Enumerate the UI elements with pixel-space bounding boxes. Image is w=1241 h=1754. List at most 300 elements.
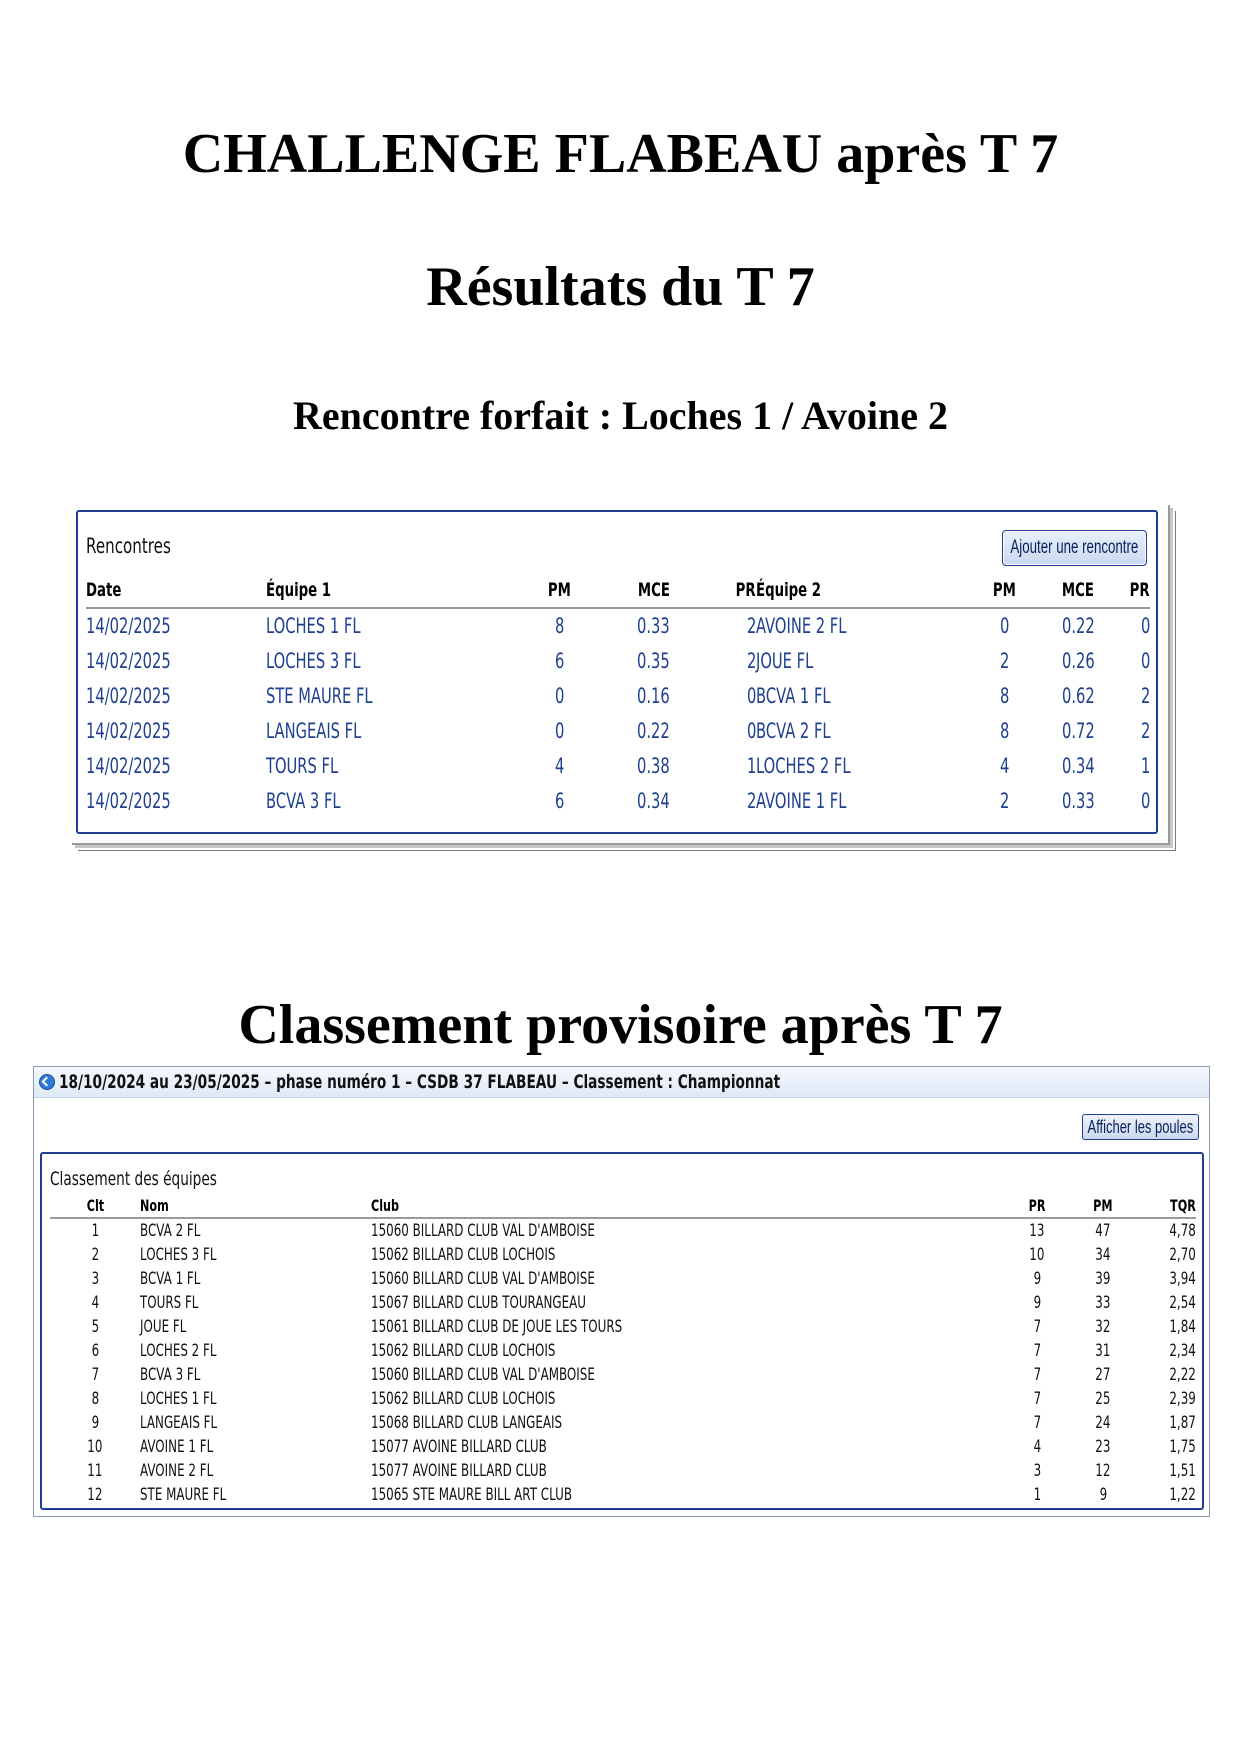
back-arrow-icon[interactable] (39, 1074, 55, 1090)
results-title: Résultats du T 7 (426, 256, 815, 318)
standing-cell-value: 3 (91, 1269, 99, 1289)
match-cell (756, 714, 965, 749)
match-cell (509, 784, 610, 819)
standing-cell (140, 1339, 371, 1363)
standing-cell-value: 2,70 (1169, 1245, 1196, 1265)
match-cell (756, 749, 965, 784)
standing-cell-value: 2 (91, 1245, 99, 1265)
match-cell (756, 679, 965, 714)
match-header-cell (965, 573, 1044, 608)
standing-cell (1063, 1291, 1143, 1315)
match-cell (697, 679, 756, 714)
match-cell (610, 714, 697, 749)
match-cell-value: 8 (554, 614, 565, 638)
standing-header-cell (1143, 1195, 1196, 1218)
match-cell (86, 714, 266, 749)
standing-cell (1011, 1387, 1063, 1411)
standing-cell-value: 9 (1033, 1269, 1041, 1289)
match-cell-value: 2 (1140, 684, 1150, 708)
standing-cell-value: AVOINE 1 FL (140, 1437, 214, 1457)
standing-cell (1011, 1243, 1063, 1267)
standing-row (50, 1363, 1196, 1387)
standing-cell (1011, 1315, 1063, 1339)
match-cell-value: BCVA 2 FL (756, 719, 831, 743)
standing-cell-value: 15077 AVOINE BILLARD CLUB (371, 1437, 547, 1457)
match-row (86, 784, 1150, 819)
standings-title: Classement provisoire après T 7 (238, 994, 1003, 1056)
match-cell-value: LANGEAIS FL (266, 719, 362, 743)
standing-cell (50, 1315, 140, 1339)
match-cell-value: 8 (999, 684, 1010, 708)
standing-cell (1143, 1267, 1196, 1291)
standing-cell (1011, 1483, 1063, 1507)
standing-row (50, 1315, 1196, 1339)
matches-table (86, 573, 1150, 819)
standing-cell-value: 1 (91, 1221, 99, 1241)
standing-cell-value: 5 (91, 1317, 99, 1337)
match-cell (509, 644, 610, 679)
standing-cell (371, 1267, 1011, 1291)
standing-cell-value: LANGEAIS FL (140, 1413, 218, 1433)
match-cell (86, 608, 266, 644)
match-cell-value: 1 (1140, 754, 1150, 778)
standing-cell (371, 1483, 1011, 1507)
match-cell-value: 0.72 (1061, 719, 1095, 743)
standing-cell-value: 15062 BILLARD CLUB LOCHOIS (371, 1389, 556, 1409)
standing-cell-value: 4 (91, 1293, 99, 1313)
standing-cell (371, 1218, 1011, 1243)
add-match-button-label: Ajouter une rencontre (1010, 537, 1139, 558)
match-cell (756, 644, 965, 679)
standing-cell-value: LOCHES 1 FL (140, 1389, 217, 1409)
match-cell (756, 784, 965, 819)
standing-cell (50, 1483, 140, 1507)
match-cell (266, 679, 509, 714)
standing-cell-value: JOUE FL (140, 1317, 187, 1337)
standing-cell-value: 12 (87, 1485, 103, 1505)
match-cell (965, 679, 1044, 714)
standing-cell (1063, 1243, 1143, 1267)
standing-cell-value: 15060 BILLARD CLUB VAL D'AMBOISE (371, 1365, 595, 1385)
standing-cell (140, 1267, 371, 1291)
standing-cell-value: 1,87 (1169, 1413, 1196, 1433)
match-cell-value: 0 (1140, 789, 1150, 813)
match-cell (1044, 784, 1112, 819)
standing-cell-value: 47 (1095, 1221, 1111, 1241)
match-cell-value: 14/02/2025 (86, 719, 171, 743)
match-cell (965, 608, 1044, 644)
standing-row (50, 1387, 1196, 1411)
standing-cell-value: LOCHES 2 FL (140, 1341, 217, 1361)
standing-cell-value: 7 (1033, 1413, 1041, 1433)
match-cell (610, 749, 697, 784)
standings-period-label: 18/10/2024 au 23/05/2025 – phase numéro 1 – CSDB 37 FLABEAU – Classement : Championnat (59, 1071, 781, 1093)
standing-cell (1063, 1387, 1143, 1411)
match-cell (697, 644, 756, 679)
standing-cell (50, 1435, 140, 1459)
match-cell (610, 784, 697, 819)
match-header-label: Équipe 2 (756, 578, 822, 601)
standing-cell (1011, 1435, 1063, 1459)
standing-row (50, 1243, 1196, 1267)
match-cell-value: 0.33 (1061, 789, 1095, 813)
match-cell-value: 0 (1140, 649, 1150, 673)
standings-panel (40, 1152, 1204, 1510)
standings-table (50, 1195, 1196, 1507)
standing-cell (1143, 1315, 1196, 1339)
match-header-label: PR (736, 578, 756, 601)
match-cell (1044, 608, 1112, 644)
standing-cell-value: STE MAURE FL (140, 1485, 227, 1505)
standing-header-cell (1063, 1195, 1143, 1218)
standing-cell-value: 15067 BILLARD CLUB TOURANGEAU (371, 1293, 586, 1313)
standing-cell (1143, 1291, 1196, 1315)
standing-cell-value: 11 (87, 1461, 103, 1481)
match-header-cell (697, 573, 756, 608)
standing-cell (1063, 1267, 1143, 1291)
standing-cell (1011, 1218, 1063, 1243)
standing-cell-value: 9 (1099, 1485, 1107, 1505)
match-cell (610, 679, 697, 714)
matches-header-row (86, 573, 1150, 608)
standing-header-label: Nom (140, 1196, 169, 1215)
match-cell (697, 784, 756, 819)
standing-row (50, 1411, 1196, 1435)
standing-cell-value: 34 (1095, 1245, 1111, 1265)
standing-cell (1063, 1459, 1143, 1483)
standing-cell (371, 1435, 1011, 1459)
standing-cell-value: 2,39 (1169, 1389, 1196, 1409)
match-cell (1112, 644, 1150, 679)
match-cell-value: 0.38 (637, 754, 670, 778)
match-cell-value: STE MAURE FL (266, 684, 373, 708)
standing-cell-value: 7 (1033, 1389, 1041, 1409)
match-header-cell (266, 573, 509, 608)
standing-cell-value: 15065 STE MAURE BILL ART CLUB (371, 1485, 572, 1505)
standing-cell-value: 23 (1095, 1437, 1111, 1457)
standing-cell-value: 15068 BILLARD CLUB LANGEAIS (371, 1413, 563, 1433)
match-cell-value: 0.34 (1061, 754, 1095, 778)
standing-row (50, 1267, 1196, 1291)
standing-cell-value: 7 (1033, 1341, 1041, 1361)
standing-cell (140, 1435, 371, 1459)
standing-cell-value: 1,22 (1169, 1485, 1196, 1505)
match-cell (86, 679, 266, 714)
standing-cell (1011, 1363, 1063, 1387)
standing-cell (1011, 1267, 1063, 1291)
standing-header-cell (1011, 1195, 1063, 1218)
match-cell (509, 714, 610, 749)
match-header-label: PR (1130, 578, 1150, 601)
match-cell-value: 0.62 (1061, 684, 1095, 708)
match-row (86, 679, 1150, 714)
standing-cell (1011, 1459, 1063, 1483)
match-cell (965, 749, 1044, 784)
match-cell-value: 2 (746, 614, 756, 638)
match-cell-value: 0.22 (1061, 614, 1095, 638)
match-header-cell (610, 573, 697, 608)
match-cell-value: 14/02/2025 (86, 649, 171, 673)
match-cell (1112, 714, 1150, 749)
match-row (86, 644, 1150, 679)
standing-cell (371, 1411, 1011, 1435)
standing-cell-value: 27 (1095, 1365, 1111, 1385)
match-cell (266, 644, 509, 679)
standing-cell (1063, 1483, 1143, 1507)
match-cell-value: 4 (554, 754, 565, 778)
match-cell-value: BCVA 3 FL (266, 789, 341, 813)
standing-cell (1011, 1411, 1063, 1435)
standing-cell (50, 1363, 140, 1387)
standing-cell (371, 1291, 1011, 1315)
standing-cell (371, 1459, 1011, 1483)
match-cell-value: LOCHES 1 FL (266, 614, 361, 638)
match-row (86, 749, 1150, 784)
standing-cell-value: LOCHES 3 FL (140, 1245, 217, 1265)
match-cell-value: 2 (999, 789, 1010, 813)
standing-cell (140, 1315, 371, 1339)
standing-cell (1143, 1363, 1196, 1387)
standing-cell (140, 1387, 371, 1411)
standing-header-cell (371, 1195, 1011, 1218)
standings-screenshot (33, 1066, 1210, 1517)
standing-cell-value: 2,34 (1169, 1341, 1196, 1361)
match-cell-value: 6 (554, 649, 565, 673)
standing-cell-value: BCVA 2 FL (140, 1221, 201, 1241)
standing-cell-value: 6 (91, 1341, 99, 1361)
standing-cell (371, 1363, 1011, 1387)
match-header-label: Équipe 1 (266, 578, 332, 601)
standing-cell-value: 7 (1033, 1365, 1041, 1385)
match-cell (965, 784, 1044, 819)
matches-panel (76, 510, 1158, 834)
standing-cell-value: 25 (1095, 1389, 1111, 1409)
standing-header-label: Clt (86, 1196, 104, 1215)
match-cell (86, 644, 266, 679)
standing-cell (1063, 1339, 1143, 1363)
match-cell-value: LOCHES 3 FL (266, 649, 361, 673)
standing-cell-value: 7 (91, 1365, 99, 1385)
standing-cell-value: TOURS FL (140, 1293, 199, 1313)
standing-cell (1143, 1459, 1196, 1483)
standing-cell-value: 15062 BILLARD CLUB LOCHOIS (371, 1341, 556, 1361)
standing-header-label: PR (1028, 1196, 1046, 1215)
standing-cell (1143, 1411, 1196, 1435)
standing-header-cell (140, 1195, 371, 1218)
match-cell (509, 679, 610, 714)
standing-cell (50, 1218, 140, 1243)
match-cell-value: 2 (746, 649, 756, 673)
standing-cell-value: 12 (1095, 1461, 1111, 1481)
match-cell-value: 0 (554, 719, 565, 743)
standing-cell-value: 9 (1033, 1293, 1041, 1313)
standing-cell (1143, 1387, 1196, 1411)
standing-cell (1063, 1363, 1143, 1387)
match-header-cell (1044, 573, 1112, 608)
match-cell-value: 0.34 (637, 789, 670, 813)
standing-cell-value: 15061 BILLARD CLUB DE JOUE LES TOURS (371, 1317, 623, 1337)
match-header-cell (1112, 573, 1150, 608)
standing-cell (50, 1243, 140, 1267)
standing-cell-value: 4 (1033, 1437, 1041, 1457)
standing-cell (371, 1339, 1011, 1363)
standing-row (50, 1339, 1196, 1363)
standing-cell-value: 1,51 (1169, 1461, 1196, 1481)
standing-cell-value: 7 (1033, 1317, 1041, 1337)
standing-cell-value: 2,54 (1169, 1293, 1196, 1313)
match-cell-value: 2 (1140, 719, 1150, 743)
match-cell (1112, 679, 1150, 714)
standing-cell (140, 1459, 371, 1483)
standing-cell-value: 15060 BILLARD CLUB VAL D'AMBOISE (371, 1221, 595, 1241)
standing-cell-value: 15060 BILLARD CLUB VAL D'AMBOISE (371, 1269, 595, 1289)
match-cell (697, 608, 756, 644)
standing-cell (140, 1363, 371, 1387)
add-match-button[interactable] (1002, 530, 1147, 566)
standing-cell (1063, 1315, 1143, 1339)
match-cell (266, 608, 509, 644)
match-cell (1112, 749, 1150, 784)
standing-cell (140, 1411, 371, 1435)
match-cell (697, 714, 756, 749)
standing-cell (1011, 1291, 1063, 1315)
standing-header-cell (50, 1195, 140, 1218)
standing-cell-value: BCVA 3 FL (140, 1365, 201, 1385)
standing-row (50, 1459, 1196, 1483)
match-cell (1112, 608, 1150, 644)
standing-cell (1063, 1218, 1143, 1243)
standing-cell (50, 1339, 140, 1363)
standing-cell (140, 1483, 371, 1507)
standing-cell-value: 3,94 (1169, 1269, 1196, 1289)
standing-cell (50, 1459, 140, 1483)
match-cell (86, 749, 266, 784)
standing-cell (50, 1411, 140, 1435)
standing-cell-value: 32 (1095, 1317, 1111, 1337)
standing-cell (1143, 1339, 1196, 1363)
standings-panel-title: Classement des équipes (50, 1168, 217, 1190)
standing-cell-value: 10 (1029, 1245, 1045, 1265)
standing-cell-value: 3 (1033, 1461, 1041, 1481)
standing-cell-value: 9 (91, 1413, 99, 1433)
match-cell (697, 749, 756, 784)
match-cell-value: 4 (999, 754, 1010, 778)
match-cell (756, 608, 965, 644)
match-header-label: PM (548, 578, 571, 601)
standing-cell-value: 31 (1095, 1341, 1111, 1361)
match-cell (610, 644, 697, 679)
standing-cell-value: 1 (1033, 1485, 1041, 1505)
match-cell-value: JOUE FL (756, 649, 814, 673)
match-cell (86, 784, 266, 819)
match-cell (1112, 784, 1150, 819)
match-cell-value: TOURS FL (266, 754, 339, 778)
match-cell (1044, 714, 1112, 749)
match-cell (965, 644, 1044, 679)
match-cell-value: 0 (746, 684, 756, 708)
match-cell (266, 749, 509, 784)
standing-cell (1063, 1411, 1143, 1435)
standing-cell (1143, 1435, 1196, 1459)
match-header-label: PM (993, 578, 1016, 601)
match-header-cell (509, 573, 610, 608)
standing-cell (50, 1291, 140, 1315)
match-cell-value: 14/02/2025 (86, 789, 171, 813)
match-cell-value: LOCHES 2 FL (756, 754, 851, 778)
matches-panel-title: Rencontres (86, 534, 171, 558)
match-cell (266, 714, 509, 749)
match-header-cell (756, 573, 965, 608)
standing-cell-value: 8 (91, 1389, 99, 1409)
standing-cell (371, 1387, 1011, 1411)
standing-cell-value: 15077 AVOINE BILLARD CLUB (371, 1461, 547, 1481)
match-row (86, 714, 1150, 749)
match-cell-value: 14/02/2025 (86, 614, 171, 638)
match-header-label: Date (86, 578, 122, 601)
main-title: CHALLENGE FLABEAU après T 7 (182, 123, 1059, 185)
match-cell-value: 0.16 (637, 684, 670, 708)
standing-cell (1063, 1435, 1143, 1459)
standing-cell (140, 1291, 371, 1315)
standing-cell (371, 1243, 1011, 1267)
standing-cell-value: 10 (87, 1437, 103, 1457)
standing-cell (1011, 1339, 1063, 1363)
match-cell-value: 0 (1140, 614, 1150, 638)
match-cell-value: 0.33 (637, 614, 670, 638)
standing-cell (1143, 1243, 1196, 1267)
standing-cell (140, 1243, 371, 1267)
match-header-label: MCE (637, 578, 670, 601)
standing-cell-value: 15062 BILLARD CLUB LOCHOIS (371, 1245, 556, 1265)
match-cell-value: 8 (999, 719, 1010, 743)
standing-row (50, 1435, 1196, 1459)
match-header-label: MCE (1061, 578, 1095, 601)
match-cell (509, 749, 610, 784)
match-cell-value: 0.26 (1061, 649, 1095, 673)
standing-row (50, 1483, 1196, 1507)
standing-header-label: PM (1093, 1196, 1113, 1215)
show-pools-button[interactable] (1082, 1114, 1199, 1140)
match-cell-value: 0 (746, 719, 756, 743)
standing-cell-value: 13 (1029, 1221, 1045, 1241)
standing-row (50, 1218, 1196, 1243)
match-header-cell (86, 573, 266, 608)
match-cell (509, 608, 610, 644)
standing-cell-value: 33 (1095, 1293, 1111, 1313)
standings-header-row (50, 1195, 1196, 1218)
standing-cell (1143, 1483, 1196, 1507)
match-cell-value: 2 (999, 649, 1010, 673)
standing-cell-value: 1,84 (1169, 1317, 1196, 1337)
standing-header-label: Club (371, 1196, 400, 1215)
match-cell-value: 0 (554, 684, 565, 708)
standing-cell-value: BCVA 1 FL (140, 1269, 201, 1289)
standing-cell (371, 1315, 1011, 1339)
matches-screenshot (72, 505, 1170, 845)
match-cell-value: AVOINE 1 FL (756, 789, 847, 813)
standing-cell (50, 1387, 140, 1411)
match-cell-value: 0.22 (637, 719, 670, 743)
match-cell (1044, 749, 1112, 784)
match-cell-value: 6 (554, 789, 565, 813)
standing-cell (140, 1218, 371, 1243)
match-cell (1044, 644, 1112, 679)
match-cell-value: 14/02/2025 (86, 754, 171, 778)
standing-cell-value: 2,22 (1169, 1365, 1196, 1385)
match-cell (965, 714, 1044, 749)
match-row (86, 608, 1150, 644)
match-cell-value: 0.35 (637, 649, 670, 673)
